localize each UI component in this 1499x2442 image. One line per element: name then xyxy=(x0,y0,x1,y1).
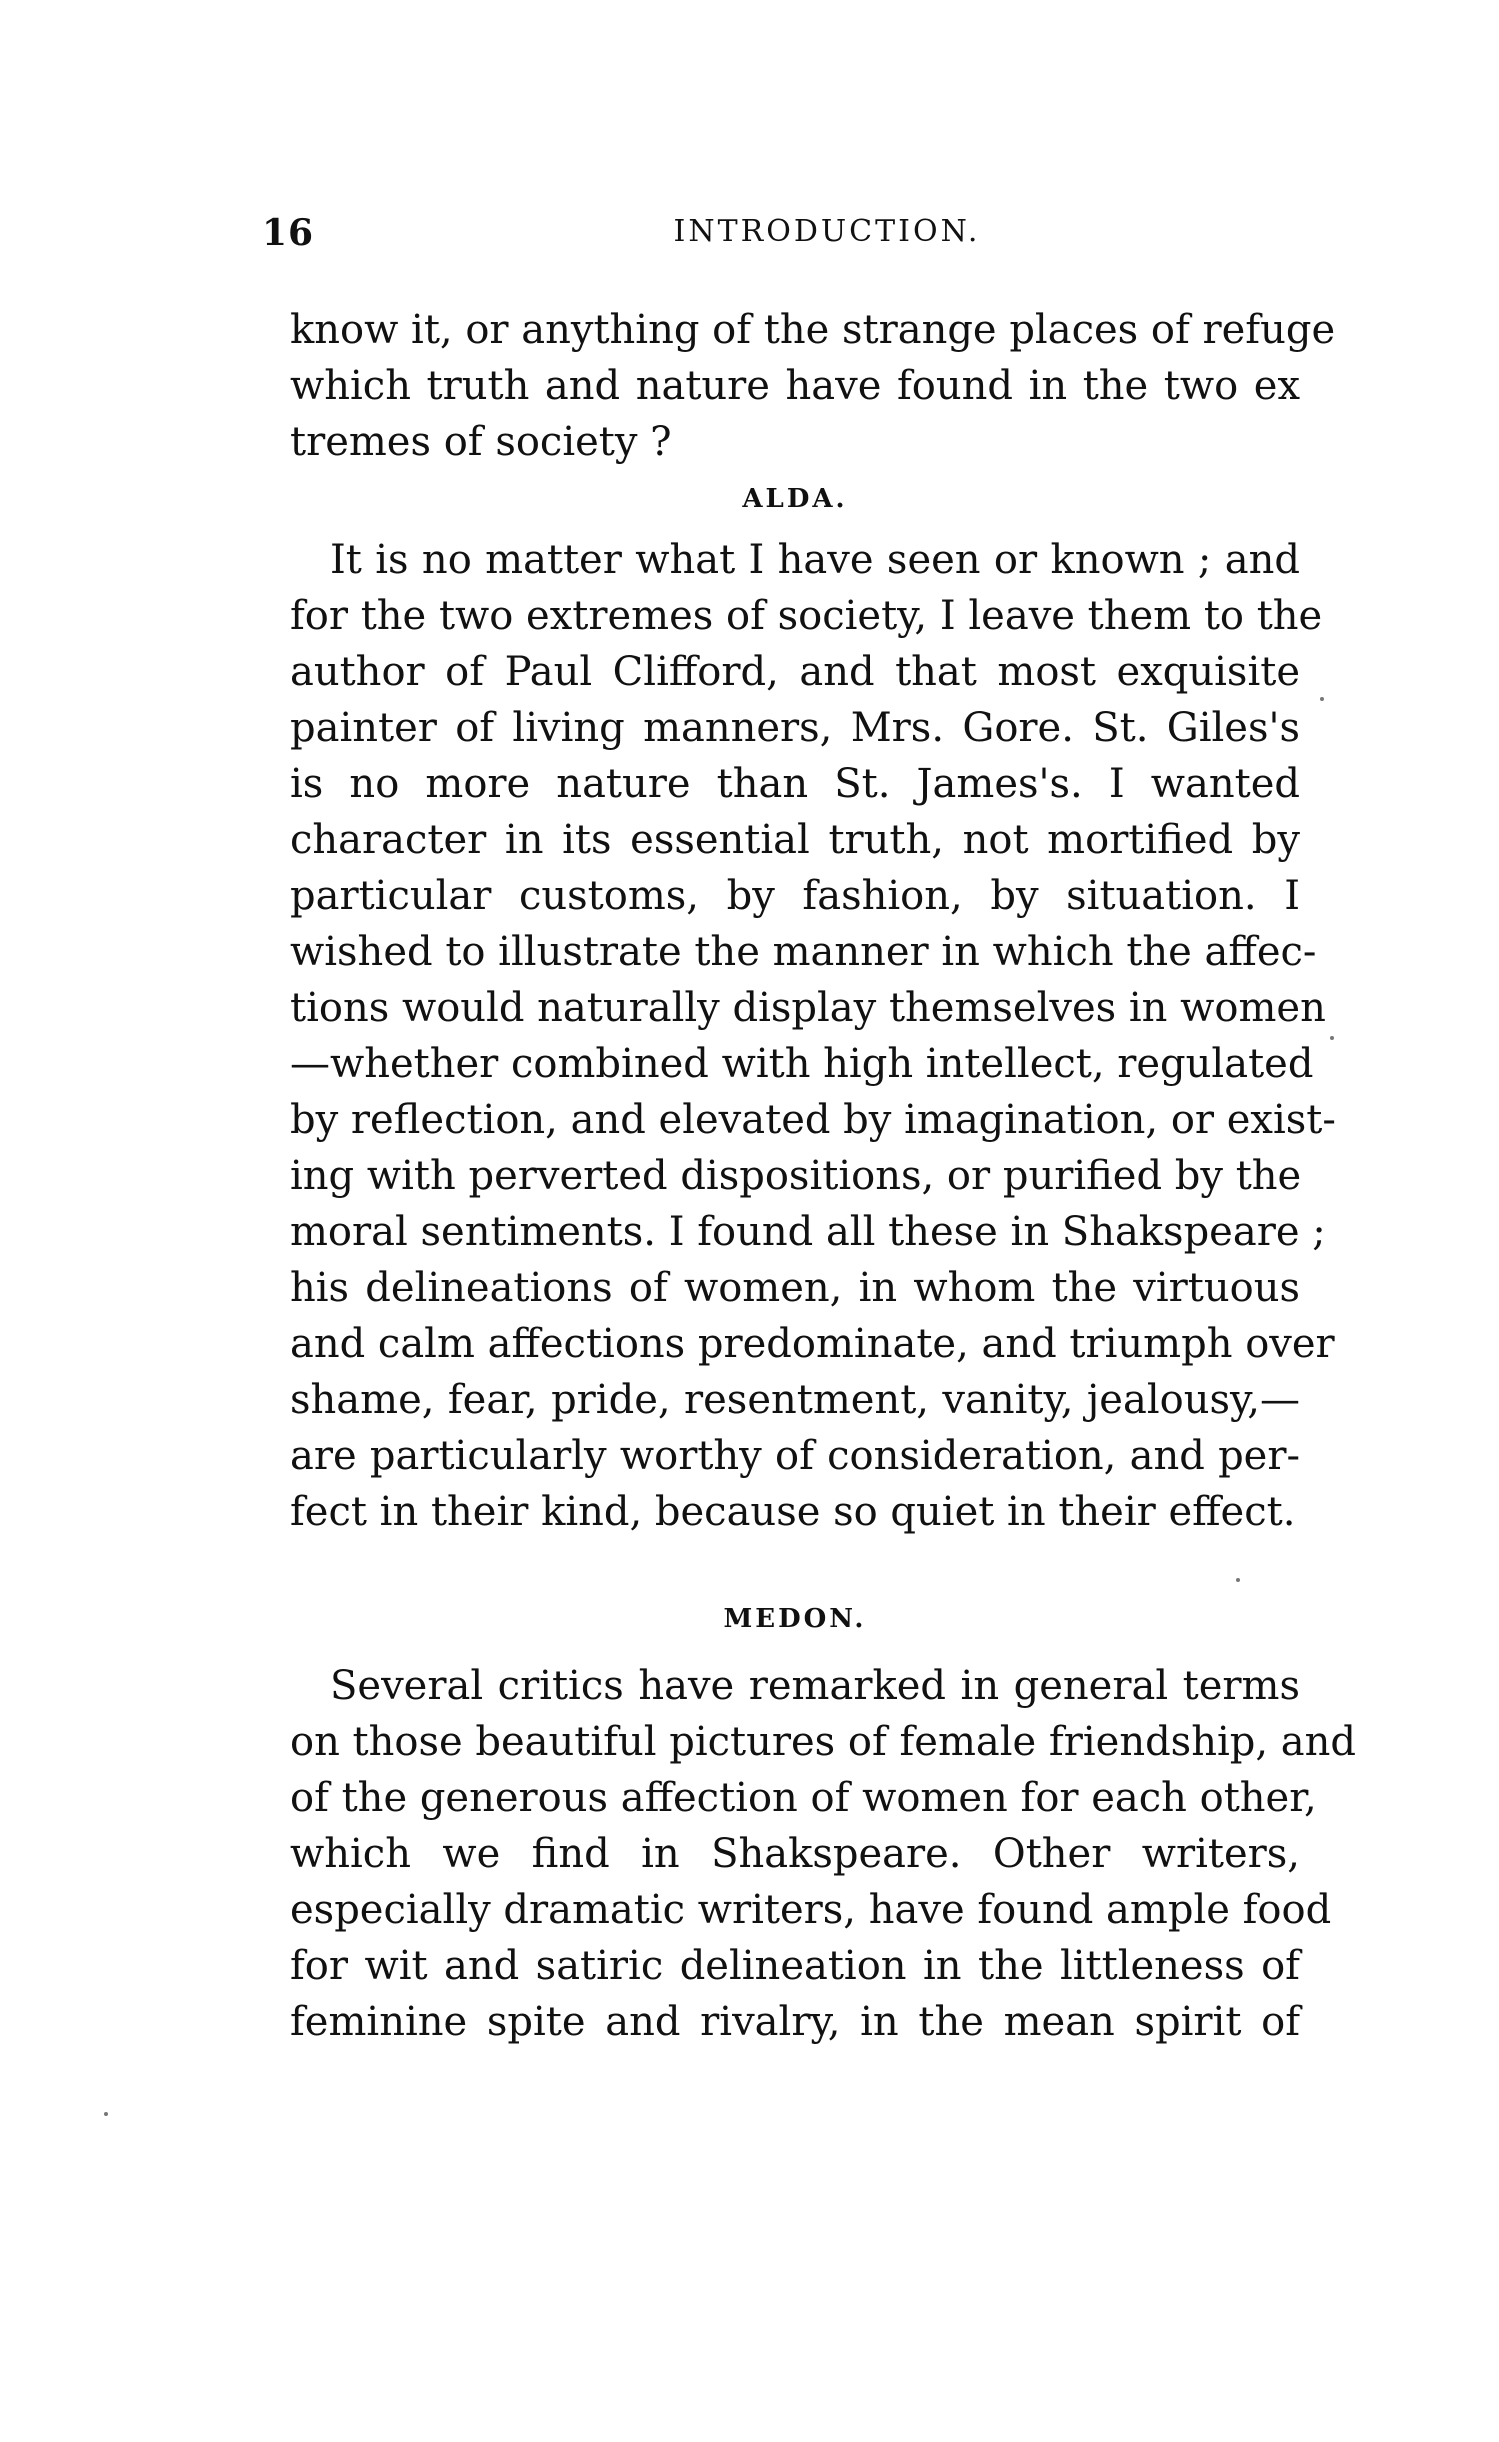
text-line: character in its essential truth, not mortified by xyxy=(290,817,1300,863)
text-line: which we find in Shakspeare. Other writers, xyxy=(290,1831,1300,1877)
speaker-heading-alda: ALDA. xyxy=(742,484,848,514)
text-line: ing with perverted dispositions, or purified by the xyxy=(290,1153,1302,1199)
scan-speck xyxy=(1330,1036,1334,1040)
text-line: shame, fear, pride, resentment, vanity, jealousy,— xyxy=(290,1377,1300,1423)
text-line: fect in their kind, because so quiet in their effect. xyxy=(290,1489,1296,1535)
text-line: —whether combined with high intellect, regulated xyxy=(290,1041,1314,1087)
scan-speck xyxy=(1320,697,1324,701)
running-title: INTRODUCTION. xyxy=(673,214,981,249)
text-line: moral sentiments. I found all these in Shakspeare ; xyxy=(290,1209,1326,1255)
text-line: tremes of society ? xyxy=(290,419,672,465)
speaker-heading-medon: MEDON. xyxy=(723,1604,867,1634)
text-line: know it, or anything of the strange places of refuge xyxy=(290,307,1336,353)
text-line: for wit and satiric delineation in the littleness of xyxy=(290,1943,1300,1989)
text-line: painter of living manners, Mrs. Gore. St. Giles's xyxy=(290,705,1300,751)
text-line: are particularly worthy of consideration, and per- xyxy=(290,1433,1300,1479)
text-line: on those beautiful pictures of female friendship, and xyxy=(290,1719,1357,1765)
scan-speck xyxy=(104,2112,108,2116)
text-line: by reflection, and elevated by imagination, or exist- xyxy=(290,1097,1336,1143)
text-line: his delineations of women, in whom the virtuous xyxy=(290,1265,1300,1311)
text-line: It is no matter what I have seen or known ; and xyxy=(330,537,1300,583)
text-line: especially dramatic writers, have found ample food xyxy=(290,1887,1332,1933)
text-line: wished to illustrate the manner in which the affec- xyxy=(290,929,1317,975)
text-line: for the two extremes of society, I leave them to the xyxy=(290,593,1323,639)
text-line: particular customs, by fashion, by situation. I xyxy=(290,873,1300,919)
scan-speck xyxy=(1236,1578,1240,1582)
text-line: author of Paul Clifford, and that most exquisite xyxy=(290,649,1300,695)
text-line: is no more nature than St. James's. I wanted xyxy=(290,761,1300,807)
text-line: of the generous affection of women for each other, xyxy=(290,1775,1317,1821)
text-line: which truth and nature have found in the two ex xyxy=(290,363,1300,409)
text-line: tions would naturally display themselves in women xyxy=(290,985,1326,1031)
text-line: and calm affections predominate, and triumph over xyxy=(290,1321,1335,1367)
text-line: Several critics have remarked in general terms xyxy=(330,1663,1300,1709)
running-head xyxy=(262,212,1302,272)
text-line: feminine spite and rivalry, in the mean spirit of xyxy=(290,1999,1300,2045)
page-number: 16 xyxy=(262,212,315,254)
